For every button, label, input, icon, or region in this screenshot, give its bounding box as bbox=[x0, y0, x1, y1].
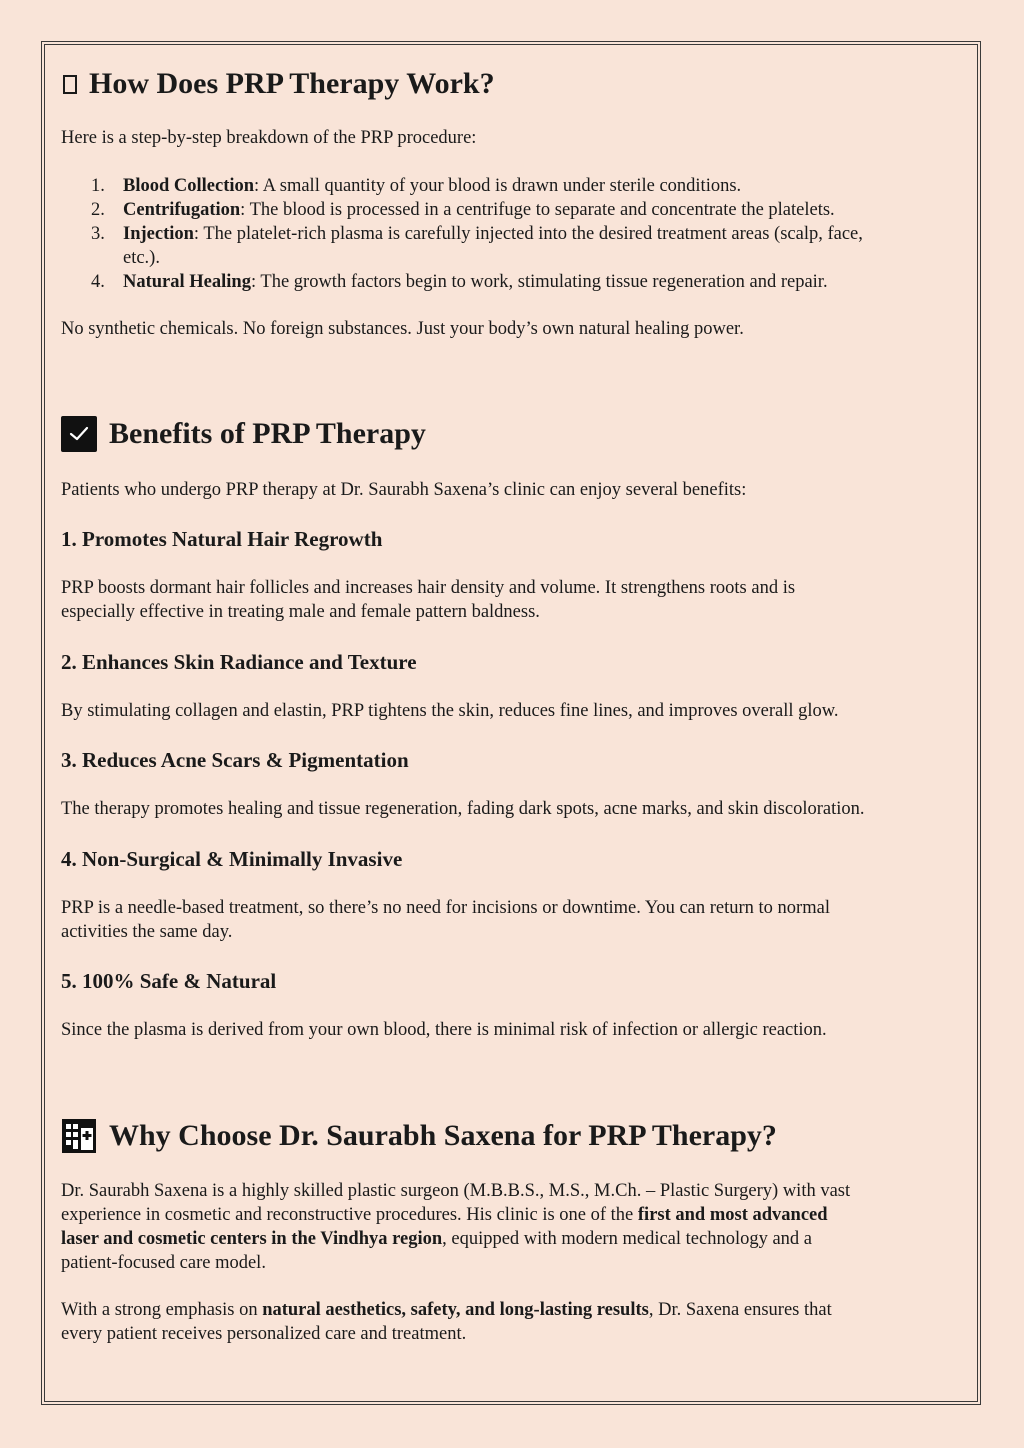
section-why-title: Why Choose Dr. Saurabh Saxena for PRP Therapy? bbox=[109, 1119, 777, 1152]
step-text: : The blood is processed in a centrifuge to separate and concentrate the platelets. bbox=[240, 200, 835, 220]
why-paragraph-line bbox=[61, 1298, 832, 1322]
list-item bbox=[61, 270, 961, 294]
benefit-text: Since the plasma is derived from your own blood, there is minimal risk of infection or allergic reaction. bbox=[61, 1020, 827, 1040]
section-why-heading bbox=[61, 1118, 777, 1154]
list-item bbox=[61, 222, 961, 270]
section-benefits-heading bbox=[61, 416, 426, 452]
bold-span: first and most advanced bbox=[637, 1205, 828, 1225]
step-term: Injection bbox=[123, 224, 194, 244]
section-how-closing: No synthetic chemicals. No foreign substances. Just your body’s own natural healing power. bbox=[61, 319, 744, 339]
step-number: 2. bbox=[91, 200, 105, 220]
text-span: , Dr. Saxena ensures that bbox=[648, 1300, 832, 1320]
benefit-text: PRP boosts dormant hair follicles and increases hair density and volume. It strengthens roots and is bbox=[61, 578, 796, 598]
benefit-heading: 1. Promotes Natural Hair Regrowth bbox=[61, 527, 383, 551]
section-benefits-title: Benefits of PRP Therapy bbox=[109, 417, 426, 450]
why-paragraph-line bbox=[61, 1203, 828, 1227]
list-item bbox=[61, 198, 961, 222]
hospital-icon bbox=[61, 1118, 97, 1154]
why-paragraph-line: Dr. Saurabh Saxena is a highly skilled plastic surgeon (M.B.B.S., M.S., M.Ch. – Plastic Surgery) with vast bbox=[61, 1181, 851, 1201]
benefit-text: By stimulating collagen and elastin, PRP tightens the skin, reduces fine lines, and improves overall glow. bbox=[61, 701, 839, 721]
benefit-text: PRP is a needle-based treatment, so there’s no need for incisions or downtime. You can return to normal bbox=[61, 898, 830, 918]
benefit-text: especially effective in treating male and female pattern baldness. bbox=[61, 602, 540, 622]
step-number: 1. bbox=[91, 176, 105, 196]
step-term: Natural Healing bbox=[123, 272, 251, 292]
step-term: Centrifugation bbox=[123, 200, 241, 220]
text-span: experience in cosmetic and reconstructive procedures. His clinic is one of the bbox=[61, 1205, 638, 1225]
step-term: Blood Collection bbox=[123, 176, 255, 196]
section-benefits-intro: Patients who undergo PRP therapy at Dr. Saurabh Saxena’s clinic can enjoy several benefits: bbox=[61, 480, 747, 500]
section-how-heading bbox=[61, 66, 495, 102]
check-mark-icon bbox=[61, 416, 97, 452]
bold-span: natural aesthetics, safety, and long-lasting results bbox=[262, 1300, 649, 1320]
benefit-heading: 3. Reduces Acne Scars & Pigmentation bbox=[61, 748, 409, 772]
step-text: : The platelet-rich plasma is carefully injected into the desired treatment areas (scalp, face, bbox=[193, 224, 863, 244]
step-number: 3. bbox=[91, 224, 105, 244]
step-text: : The growth factors begin to work, stimulating tissue regeneration and repair. bbox=[250, 272, 828, 292]
why-paragraph-line bbox=[61, 1227, 812, 1251]
benefit-heading: 5. 100% Safe & Natural bbox=[61, 969, 277, 993]
benefit-text: The therapy promotes healing and tissue regeneration, fading dark spots, acne marks, and skin discoloration. bbox=[61, 799, 865, 819]
text-span: With a strong emphasis on bbox=[61, 1300, 263, 1320]
benefit-heading: 2. Enhances Skin Radiance and Texture bbox=[61, 650, 417, 674]
procedure-steps-list bbox=[61, 174, 961, 294]
benefit-text: activities the same day. bbox=[61, 922, 233, 942]
text-span: , equipped with modern medical technology and a bbox=[442, 1229, 813, 1249]
step-text-continued: etc.). bbox=[123, 248, 160, 268]
missing-glyph-icon bbox=[63, 75, 77, 94]
why-paragraph-line: patient-focused care model. bbox=[61, 1253, 266, 1273]
benefit-heading: 4. Non-Surgical & Minimally Invasive bbox=[61, 847, 403, 871]
bold-span: laser and cosmetic centers in the Vindhya region bbox=[61, 1229, 443, 1249]
section-how-intro: Here is a step-by-step breakdown of the PRP procedure: bbox=[61, 128, 477, 148]
list-item bbox=[61, 174, 961, 198]
step-text: : A small quantity of your blood is drawn under sterile conditions. bbox=[254, 176, 742, 196]
step-number: 4. bbox=[91, 272, 105, 292]
why-paragraph-line: every patient receives personalized care and treatment. bbox=[61, 1324, 467, 1344]
section-how-title: How Does PRP Therapy Work? bbox=[89, 67, 495, 100]
